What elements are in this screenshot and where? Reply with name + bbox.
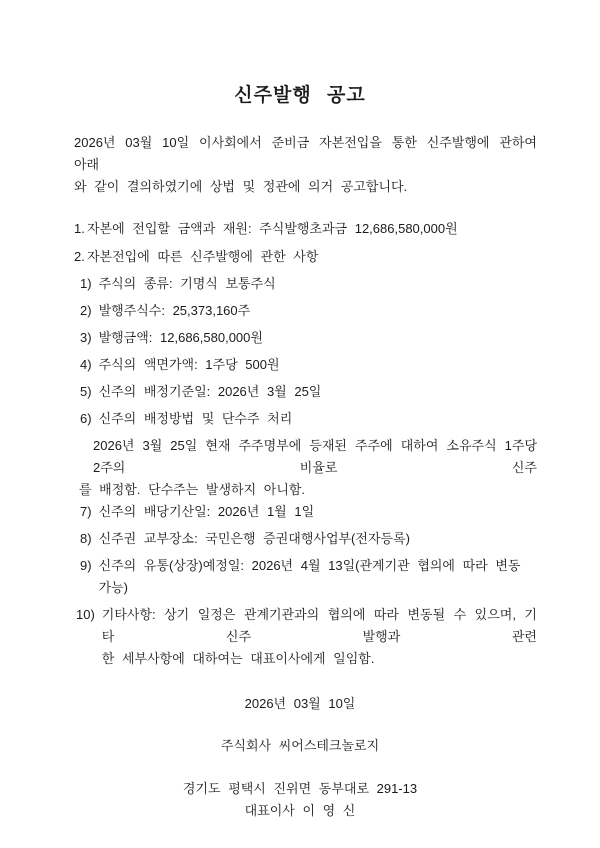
sub-item-3 (0, 327, 537, 349)
allocation-note-line-1: 2026년 3월 25일 현재 주주명부에 등재된 주주에 대하여 소유주식 1주당 2주의 비율로 신주 (93, 438, 537, 475)
sub-item-10 (0, 604, 537, 670)
sub-item-7-number: 7) (80, 504, 92, 519)
company-name: 주식회사 씨어스테크놀로지 (220, 738, 380, 753)
list-item-2-number: 2. (74, 249, 85, 264)
sub-item-1 (0, 273, 537, 295)
sub-item-10-line-1: 기타사항: 상기 일정은 관계기관과의 협의에 따라 변동될 수 있으며, 기타 신주 발행과 관련 (101, 607, 537, 644)
sub-item-6-text: 신주의 배정방법 및 단수주 처리 (98, 411, 293, 426)
page-title: 신주발행 공고 (234, 85, 366, 106)
list-item-2-text: 자본전입에 따른 신주발행에 관한 사항 (87, 249, 319, 264)
allocation-note-line-2: 를 배정함. 단수주는 발생하지 아니함. (79, 482, 306, 497)
sub-item-10-line-2: 한 세부사항에 대하여는 대표이사에게 일임함. (101, 651, 375, 666)
list-item-1-text: 자본에 전입할 금액과 재원: 주식발행초과금 12,686,580,000원 (87, 221, 458, 236)
sub-item-5-number: 5) (80, 384, 92, 399)
sub-item-8-text: 신주권 교부장소: 국민은행 증권대행사업부(전자등록) (98, 531, 410, 546)
sub-item-9 (0, 555, 537, 599)
sub-item-3-text: 발행금액: 12,686,580,000원 (98, 330, 263, 345)
sub-item-2 (0, 300, 537, 322)
ceo-name: 대표이사 이 영 신 (244, 803, 356, 818)
sub-item-9-number: 9) (80, 558, 92, 573)
sub-item-6-number: 6) (80, 411, 92, 426)
sub-item-1-number: 1) (80, 276, 92, 291)
sub-item-5 (0, 381, 537, 403)
intro-line-1: 2026년 03월 10일 이사회에서 준비금 자본전입을 통한 신주발행에 관하여 아래 (74, 135, 537, 172)
notice-date: 2026년 03월 10일 (244, 696, 356, 711)
sub-item-8 (0, 528, 537, 550)
sub-item-2-text: 발행주식수: 25,373,160주 (98, 303, 251, 318)
sub-item-3-number: 3) (80, 330, 92, 345)
sub-item-10-text (102, 604, 537, 670)
sub-item-7 (0, 501, 537, 523)
allocation-note (79, 435, 537, 501)
list-item-2 (0, 246, 537, 268)
sub-item-8-number: 8) (80, 531, 92, 546)
sub-item-5-text: 신주의 배정기준일: 2026년 3월 25일 (98, 384, 322, 399)
sub-item-6 (0, 408, 537, 430)
intro-line-2: 와 같이 결의하였기에 상법 및 정관에 의거 공고합니다. (74, 179, 408, 194)
list-item-1 (0, 218, 537, 240)
sub-item-4 (0, 354, 537, 376)
sub-item-7-text: 신주의 배당기산일: 2026년 1월 1일 (98, 504, 315, 519)
intro-paragraph (74, 132, 537, 198)
sub-item-10-number: 10) (76, 607, 95, 622)
sub-item-2-number: 2) (80, 303, 92, 318)
sub-item-9-text: 신주의 유통(상장)예정일: 2026년 4월 13일(관계기관 협의에 따라 변동 가능) (98, 558, 521, 595)
list-item-1-number: 1. (74, 221, 85, 236)
sub-item-4-number: 4) (80, 357, 92, 372)
sub-item-1-text: 주식의 종류: 기명식 보통주식 (98, 276, 276, 291)
company-address: 경기도 평택시 진위면 동부대로 291-13 (182, 781, 418, 796)
sub-item-4-text: 주식의 액면가액: 1주당 500원 (98, 357, 280, 372)
